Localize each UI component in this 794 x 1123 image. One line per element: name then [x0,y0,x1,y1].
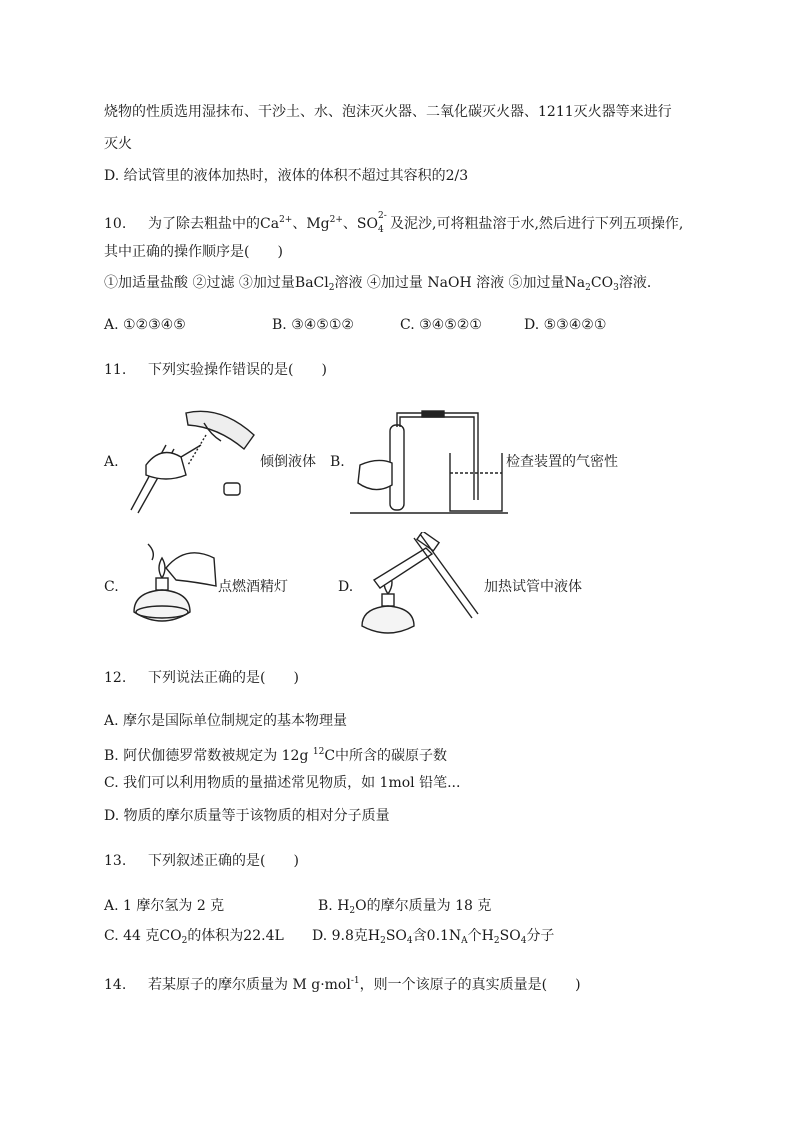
q13-option-a[interactable]: A. 1 摩尔氢为 2 克 [104,898,225,914]
q10-text: 、SO [342,216,378,232]
q10-ops [104,273,661,298]
q11-option-a-letter[interactable]: A. [104,454,119,470]
q11-option-b-letter[interactable]: B. [330,454,345,470]
airtightness-check-figure [350,405,510,515]
q13-b-text: O的摩尔质量为 18 克 [355,898,492,914]
q10-line2: 其中正确的操作顺序是( ) [104,244,283,260]
q10-option-a[interactable]: A. ①②③④⑤ [104,317,186,333]
sub: 2 [349,906,356,916]
sulfate-script [378,211,390,235]
q13-d-text: 分子 [526,928,555,944]
q13-d-text: SO [385,928,407,944]
sub: 2 [493,936,500,946]
question-10 [104,210,683,234]
q13-c-text: C. 44 克CO [104,928,182,944]
q13-d-text: 个H [467,928,494,944]
q14-text: 若某原子的摩尔质量为 M g·mol [148,977,351,993]
sub: 2 [585,283,591,293]
q12-option-b[interactable] [104,742,447,766]
q12-option-c[interactable]: C. 我们可以利用物质的量描述常见物质，如 1mol 铅笔... [104,775,461,791]
q13-c-text: 的体积为22.4L [187,928,284,944]
text-line: 烧物的性质选用湿抹布、干沙土、水、泡沫灭火器、二氧化碳灭火器、1211灭火器等来进行 [104,104,672,120]
q13-option-c[interactable] [104,926,284,951]
q12-b-text: C中所含的碳原子数 [324,748,448,764]
q13-d-text: D. 9.8克H [312,928,381,944]
question-number: 14. [104,977,127,993]
q10-text: 、Mg [292,216,330,232]
sub: A [461,936,468,946]
q11-option-b-caption: 检查装置的气密性 [506,454,618,470]
pouring-liquid-figure [126,405,266,515]
sup: 12 [312,747,325,757]
sup: -1 [350,976,360,986]
q10-option-d[interactable]: D. ⑤③④②① [524,317,607,333]
sub: 4 [378,225,384,235]
q12-option-a[interactable]: A. 摩尔是国际单位制规定的基本物理量 [104,713,348,729]
option-d-line: D. 给试管里的液体加热时，液体的体积不超过其容积的2/3 [104,168,469,184]
question-14 [104,971,581,995]
q11-option-c-caption: 点燃酒精灯 [218,579,288,595]
ops-text: CO [590,275,614,291]
q12-b-text: B. 阿伏伽德罗常数被规定为 12g [104,748,313,764]
q12-text: 下列说法正确的是( ) [148,670,299,686]
ops-text: 溶液 ④加过量 NaOH 溶液 ⑤加过量Na [334,275,586,291]
question-number: 10. [104,216,127,232]
q10-text: 及泥沙,可将粗盐溶于水,然后进行下列五项操作, [390,216,684,232]
q11-option-a-caption: 倾倒液体 [260,454,316,470]
q10-option-c[interactable]: C. ③④⑤②① [400,317,482,333]
q11-option-d-letter[interactable]: D. [338,579,354,595]
heating-test-tube-figure [354,532,484,642]
sub: 2 [328,283,335,293]
question-12 [104,668,299,688]
q13-d-text: SO [499,928,521,944]
q11-option-d-caption: 加热试管中液体 [484,579,582,595]
q13-b-text: H [337,898,350,914]
question-11 [104,360,327,380]
question-number: 13. [104,853,127,869]
sub: 2 [380,936,386,946]
question-number: 12. [104,670,127,686]
question-13 [104,851,299,871]
ops-text: ①加适量盐酸 ②过滤 ③加过量BaCl [104,275,329,291]
sup: 2+ [329,215,343,225]
sub: 2 [181,936,188,946]
sup: 2- [378,211,387,221]
ops-text: 溶液． [618,275,661,291]
q13-d-text: 含0.1N [412,928,462,944]
alcohol-lamp-figure [126,538,222,630]
q13-option-d[interactable] [312,926,554,951]
q13-b-text: B. [318,898,338,914]
sub: 3 [613,283,619,293]
question-number: 11. [104,362,127,378]
q11-option-c-letter[interactable]: C. [104,579,119,595]
text-line: 灭火 [104,136,132,152]
q10-text: 为了除去粗盐中的Ca [148,216,280,232]
q12-option-d[interactable]: D. 物质的摩尔质量等于该物质的相对分子质量 [104,808,390,824]
q11-text: 下列实验操作错误的是( ) [148,362,327,378]
q13-option-b[interactable] [318,896,491,921]
q13-text: 下列叙述正确的是( ) [148,853,299,869]
sup: 2+ [279,215,293,225]
sub: 4 [520,936,527,946]
sub: 4 [406,936,413,946]
q14-text: ，则一个该原子的真实质量是( ) [359,977,581,993]
q10-option-b[interactable]: B. ③④⑤①② [272,317,354,333]
